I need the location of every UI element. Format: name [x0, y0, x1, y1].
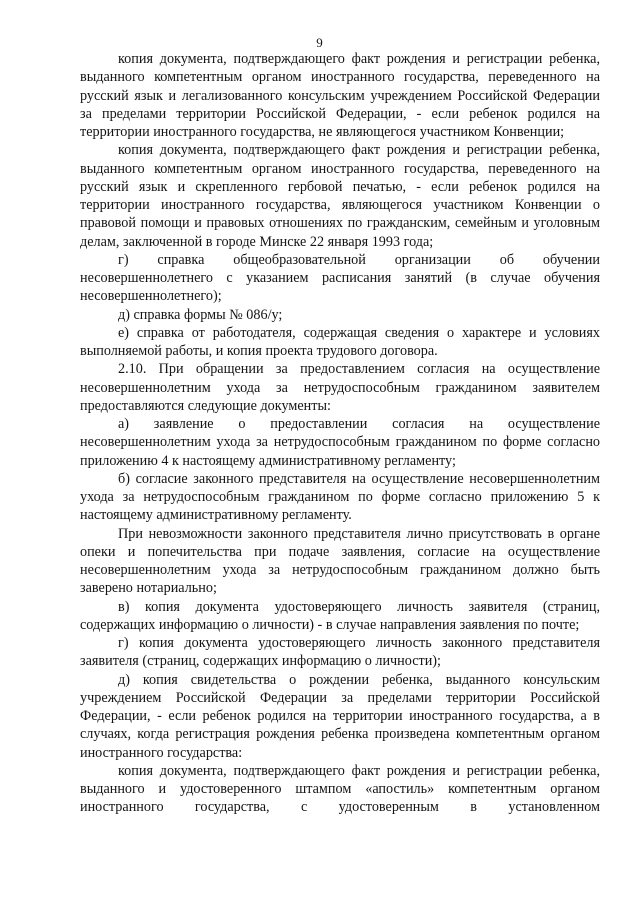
paragraph: 2.10. При обращении за предоставлением согласия на осуществление несовершеннолетним ухода за нетрудоспособным гражданином заявителем предоставляются следующие документы:	[80, 361, 600, 414]
paragraph: д) справка формы № 086/у;	[118, 306, 283, 323]
paragraph: копия документа, подтверждающего факт рождения и регистрации ребенка, выданного и удостоверенного штампом «апостиль» компетентным органом иностранного государства, с удостоверенным в установленном	[80, 762, 600, 816]
paragraph: в) копия документа удостоверяющего личность заявителя (страниц, содержащих информацию о личности) - в случае направления заявления по почте;	[80, 598, 600, 633]
paragraph: д) копия свидетельства о рождении ребенка, выданного консульским учреждением Российской Федерации за пределами территории Российской Федерации, - если ребенок родился на территории иностранного государства, а в случаях, когда регистрация рождения ребенка произведена компетентным органом иностранного государства:	[80, 671, 600, 761]
paragraph: а) заявление о предоставлении согласия на осуществление несовершеннолетним ухода за нетрудоспособным гражданином по форме согласно приложению 4 к настоящему административному регламенту;	[80, 416, 600, 469]
paragraph: б) согласие законного представителя на осуществление несовершеннолетним ухода за нетрудоспособным гражданином по форме согласно приложению 5 к настоящему административному регламенту.	[80, 470, 600, 524]
paragraph: копия документа, подтверждающего факт рождения и регистрации ребенка, выданного компетентным органом иностранного государства, переведенного на русский язык и скрепленного гербовой печатью, - если ребенок родился на территории иностранного государства, являющегося участником Конвенции о правовой помощи и правовых отношениях по гражданским, семейным и уголовным делам, заключенной в городе Минске 22 января 1993 года;	[80, 142, 600, 250]
document-body	[80, 50, 600, 817]
paragraph: г) копия документа удостоверяющего личность законного представителя заявителя (страниц, содержащих информацию о личности);	[80, 635, 600, 670]
page-number: 9	[316, 35, 323, 50]
paragraph: копия документа, подтверждающего факт рождения и регистрации ребенка, выданного компетентным органом иностранного государства, переведенного на русский язык и легализованного консульским учреждением Российской Федерации за пределами территории Российской Федерации, - если ребенок родился на территории иностранного государства, не являющегося участником Конвенции;	[80, 51, 600, 140]
paragraph: При невозможности законного представителя лично присутствовать в органе опеки и попечительства при подаче заявления, согласие на осуществление несовершеннолетним ухода за нетрудоспособным гражданином должно быть заверено нотариально;	[80, 525, 600, 597]
paragraph: г) справка общеобразовательной организации об обучении несовершеннолетнего с указанием расписания занятий (в случае обучения несовершеннолетнего);	[80, 251, 600, 305]
paragraph: е) справка от работодателя, содержащая сведения о характере и условиях выполняемой работы, и копия проекта трудового договора.	[80, 324, 600, 359]
